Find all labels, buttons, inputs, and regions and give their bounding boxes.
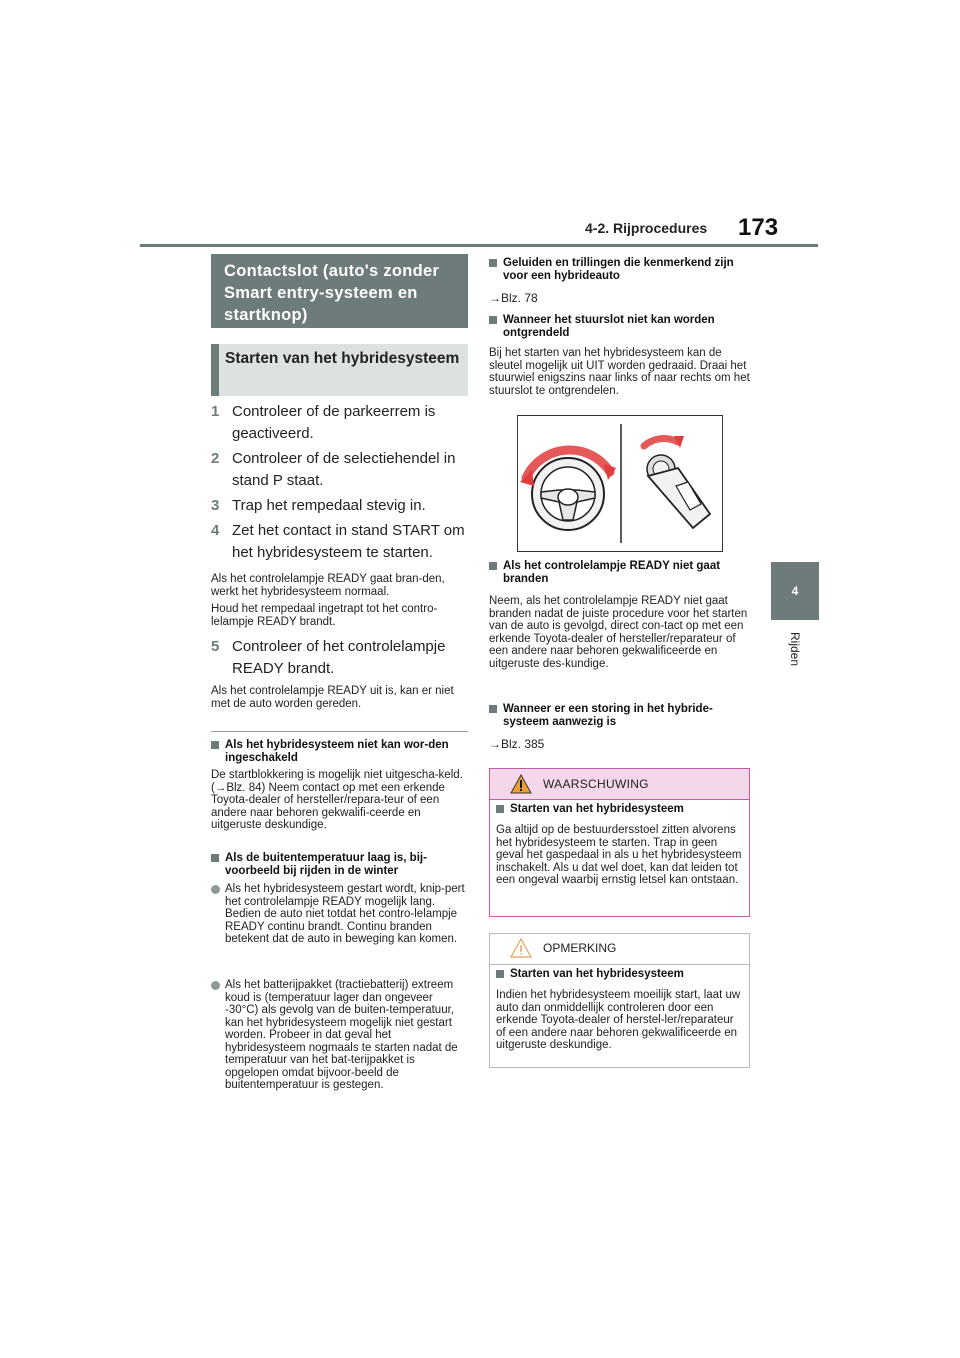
info-heading: Als de buitentemperatuur laag is, bij-voorbeeld bij rijden in de winter (225, 852, 427, 877)
info-cannot-start (211, 739, 468, 764)
step-5 (211, 636, 468, 680)
step-text: Trap het rempedaal stevig in. (232, 497, 426, 514)
subsection-title: Starten van het hybridesysteem (211, 344, 468, 396)
chapter-tab: 4 (771, 562, 819, 620)
step-1 (211, 401, 468, 445)
notice-box (489, 933, 750, 1068)
step-text: Controleer of de parkeerrem is geactiveerd. (232, 403, 436, 442)
warning-item (496, 803, 744, 816)
notice-title: OPMERKING (543, 941, 617, 955)
step-text: Controleer of het controlelampje READY brandt. (232, 638, 446, 677)
note-ready-normal: Als het controlelampje READY gaat bran-den, werkt het hybridesysteem normaal. (211, 573, 445, 598)
page-reference: →Blz. 385 (489, 737, 545, 751)
steering-wheel-icon (532, 458, 604, 530)
notice-header (490, 934, 749, 965)
figure-svg (518, 416, 722, 551)
warning-title: WAARSCHUWING (543, 777, 649, 791)
info-heading: Geluiden en trillingen die kenmerkend zijn voor een hybrideauto (503, 257, 734, 282)
info-cold-weather (211, 852, 468, 877)
info-malfunction (489, 703, 751, 728)
bullet-item (211, 979, 468, 1092)
notice-heading: Starten van het hybridesysteem (510, 968, 684, 980)
page-number: 173 (738, 214, 779, 241)
info-heading: Wanneer er een storing in het hybride-systeem aanwezig is (503, 703, 713, 728)
warning-triangle-icon (510, 774, 532, 794)
page-reference: →Blz. 78 (489, 291, 538, 305)
bullet-text: Als het hybridesysteem gestart wordt, knip-pert het controlelampje READY mogelijk lang. Bedien de auto niet totdat het contro-lelampje READY continu brandt. Continu branden betekent dat de auto in beweging kan komen. (225, 883, 465, 945)
square-bullet-icon (496, 805, 504, 813)
notice-item (496, 968, 744, 981)
ignition-key-icon (647, 455, 710, 528)
warning-header (490, 769, 749, 800)
step-number: 1 (211, 403, 220, 420)
section-divider (211, 731, 468, 732)
step-text: Zet het contact in stand START om het hybridesysteem te starten. (232, 522, 465, 561)
square-bullet-icon (211, 741, 219, 749)
round-bullet-icon (211, 981, 220, 990)
steering-lock-figure (517, 415, 723, 552)
info-sounds (489, 257, 751, 282)
info-heading: Wanneer het stuurslot niet kan worden ontgrendeld (503, 314, 715, 339)
step-number: 3 (211, 497, 220, 514)
chapter-label: Rijden (788, 632, 802, 667)
step-4 (211, 520, 468, 564)
section-title: 4-2. Rijprocedures (585, 220, 708, 236)
square-bullet-icon (489, 259, 497, 267)
chapter-label-wrap (770, 632, 820, 692)
info-ready-off (489, 560, 751, 585)
warning-body: Ga altijd op de bestuurdersstoel zitten alvorens het hybridesysteem te starten. Trap in geen geval het gaspedaal in als u het hybridesysteem inschakelt. Als u dat wel doet, kan dat leiden tot een ongeval waarbij ernstig letsel kan ontstaan. (496, 824, 742, 886)
step-number: 4 (211, 522, 220, 539)
header-rule (140, 244, 818, 247)
info-heading: Als het controlelampje READY niet gaat branden (503, 560, 721, 585)
info-steering-lock (489, 314, 751, 339)
warning-box (489, 768, 750, 917)
note-hold-brake: Houd het rempedaal ingetrapt tot het contro-lelampje READY brandt. (211, 603, 438, 628)
square-bullet-icon (489, 562, 497, 570)
caution-outline-icon (510, 938, 532, 958)
step-number: 5 (211, 638, 220, 655)
square-bullet-icon (489, 705, 497, 713)
bullet-item (211, 883, 468, 946)
step-2 (211, 448, 468, 492)
bullet-text: Als het batterijpakket (tractiebatterij) extreem koud is (temperatuur lager dan ongeveer -30°C) als gevolg van de buiten-temperatuur, kan het hybridesysteem mogelijk niet gestart worden. Probeer in dat geval het hybridesysteem nogmaals te starten nadat de temperatuur van het bat-terijpakket is opgelopen omdat bijvoor-beeld de buitentemperatuur is gestegen. (225, 979, 458, 1091)
warning-heading: Starten van het hybridesysteem (510, 803, 684, 815)
info-body: Bij het starten van het hybridesysteem kan de sleutel mogelijk uit UIT worden gedraaid. Draai het stuurwiel enigszins naar links of naar rechts om het stuurslot te ontgrendelen. (489, 347, 750, 397)
step-number: 2 (211, 450, 220, 467)
info-body: Neem, als het controlelampje READY niet gaat branden nadat de juiste procedure voor het starten van de auto is gevolgd, direct con-tact op met een erkende Toyota-dealer of hersteller/reparateur of een andere naar behoren gekwalificeerde en uitgeruste des-kundige. (489, 595, 748, 670)
step-3 (211, 495, 468, 517)
square-bullet-icon (489, 316, 497, 324)
page-title: Contactslot (auto's zonder Smart entry-systeem en startknop) (211, 254, 468, 328)
square-bullet-icon (496, 970, 504, 978)
round-bullet-icon (211, 885, 220, 894)
square-bullet-icon (211, 854, 219, 862)
note-ready-off: Als het controlelampje READY uit is, kan er niet met de auto worden gereden. (211, 685, 454, 710)
info-heading: Als het hybridesysteem niet kan wor-den ingeschakeld (225, 739, 449, 764)
notice-body: Indien het hybridesysteem moeilijk start, laat uw auto dan onmiddellijk controleren door een erkende Toyota-dealer of herstel-ler/reparateur of een andere naar behoren gekwalificeerde en uitgeruste deskundige. (496, 989, 741, 1051)
info-body: De startblokkering is mogelijk niet uitgescha-keld. (→Blz. 84) Neem contact op met een erkende Toyota-dealer of hersteller/repara-teur of een andere naar behoren gekwalifi-ceerde en uitgeruste deskundige. (211, 769, 463, 831)
step-text: Controleer of de selectiehendel in stand P staat. (232, 450, 456, 489)
